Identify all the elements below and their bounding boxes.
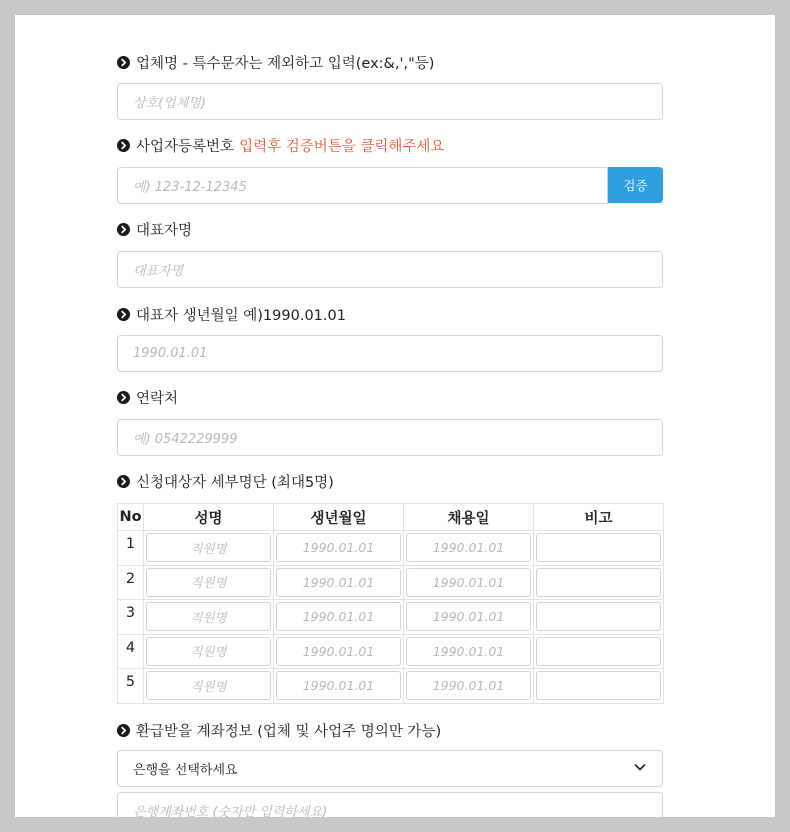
table-row xyxy=(118,634,664,669)
staff-note-input[interactable] xyxy=(536,568,661,597)
table-row xyxy=(118,565,664,600)
col-header-hired: 채용일 xyxy=(404,504,534,531)
bank-select[interactable] xyxy=(117,750,663,787)
verify-button[interactable]: 검증 xyxy=(608,167,663,203)
staff-birth-input[interactable]: 1990.01.01 xyxy=(276,637,401,666)
bizno-input[interactable] xyxy=(117,167,608,204)
staff-name-input[interactable]: 직원명 xyxy=(146,671,271,700)
staff-name-input[interactable]: 직원명 xyxy=(146,602,271,631)
staff-birth-input[interactable]: 1990.01.01 xyxy=(276,533,401,562)
account-number-placeholder: 은행계좌번호 (숫자만 입력하세요) xyxy=(133,805,328,817)
col-header-name: 성명 xyxy=(144,504,274,531)
company-placeholder: 상호(업체명) xyxy=(133,96,206,111)
staff-birth-input[interactable]: 1990.01.01 xyxy=(276,568,401,597)
company-label-text: 업체명 - 특수문자는 제외하고 입력(ex:&,',"등) xyxy=(136,55,435,72)
ceo-label xyxy=(117,219,192,239)
chevron-down-icon xyxy=(633,760,647,778)
bizno-note: 입력후 검증버튼을 클릭해주세요 xyxy=(239,138,445,155)
staff-header-row xyxy=(118,504,664,531)
bizno-placeholder: 예) 123-12-12345 xyxy=(133,180,247,195)
staff-hired-input[interactable]: 1990.01.01 xyxy=(406,637,531,666)
bizno-label xyxy=(117,135,444,155)
staff-hired-input[interactable]: 1990.01.01 xyxy=(406,602,531,631)
staff-note-input[interactable] xyxy=(536,602,661,631)
ceo-birth-input[interactable] xyxy=(117,335,663,372)
table-row xyxy=(118,669,664,704)
staff-table xyxy=(117,503,664,704)
company-label xyxy=(117,52,434,72)
refund-label-text: 환급받을 계좌정보 (업체 및 사업주 명의만 가능) xyxy=(136,723,442,740)
table-row xyxy=(118,600,664,635)
chevron-circle-right-icon xyxy=(117,724,130,737)
company-input[interactable] xyxy=(117,83,663,120)
phone-label xyxy=(117,387,178,407)
phone-label-text: 연락처 xyxy=(136,390,179,407)
ceo-input[interactable] xyxy=(117,251,663,288)
staff-name-input[interactable]: 직원명 xyxy=(146,637,271,666)
ceo-placeholder: 대표자명 xyxy=(133,264,184,279)
table-row xyxy=(118,531,664,566)
staff-name-input[interactable]: 직원명 xyxy=(146,568,271,597)
chevron-circle-right-icon xyxy=(117,391,130,404)
row-number: 2 xyxy=(118,565,144,600)
chevron-circle-right-icon xyxy=(117,223,130,236)
staff-birth-input[interactable]: 1990.01.01 xyxy=(276,671,401,700)
ceo-birth-placeholder: 1990.01.01 xyxy=(133,346,208,361)
form-card xyxy=(15,15,775,817)
staff-note-input[interactable] xyxy=(536,671,661,700)
row-number: 4 xyxy=(118,634,144,669)
staff-label-text: 신청대상자 세부명단 (최대5명) xyxy=(136,474,334,491)
row-number: 3 xyxy=(118,600,144,635)
col-header-no: No xyxy=(118,504,144,531)
ceo-label-text: 대표자명 xyxy=(136,222,193,239)
ceo-birth-label-text: 대표자 생년월일 예)1990.01.01 xyxy=(136,307,346,324)
chevron-circle-right-icon xyxy=(117,308,130,321)
chevron-circle-right-icon xyxy=(117,56,130,69)
row-number: 5 xyxy=(118,669,144,704)
staff-hired-input[interactable]: 1990.01.01 xyxy=(406,533,531,562)
bizno-label-text: 사업자등록번호 xyxy=(136,138,235,155)
refund-label xyxy=(117,720,441,740)
chevron-circle-right-icon xyxy=(117,139,130,152)
chevron-circle-right-icon xyxy=(117,475,130,488)
row-number: 1 xyxy=(118,531,144,566)
account-number-input[interactable] xyxy=(117,792,663,817)
staff-name-input[interactable]: 직원명 xyxy=(146,533,271,562)
col-header-note: 비고 xyxy=(534,504,664,531)
staff-label xyxy=(117,471,334,491)
col-header-birth: 생년월일 xyxy=(274,504,404,531)
staff-note-input[interactable] xyxy=(536,637,661,666)
phone-placeholder: 예) 0542229999 xyxy=(133,432,238,447)
ceo-birth-label xyxy=(117,304,346,324)
staff-note-input[interactable] xyxy=(536,533,661,562)
bank-select-value: 은행을 선택하세요 xyxy=(133,763,238,778)
staff-birth-input[interactable]: 1990.01.01 xyxy=(276,602,401,631)
staff-hired-input[interactable]: 1990.01.01 xyxy=(406,671,531,700)
staff-hired-input[interactable]: 1990.01.01 xyxy=(406,568,531,597)
phone-input[interactable] xyxy=(117,419,663,456)
